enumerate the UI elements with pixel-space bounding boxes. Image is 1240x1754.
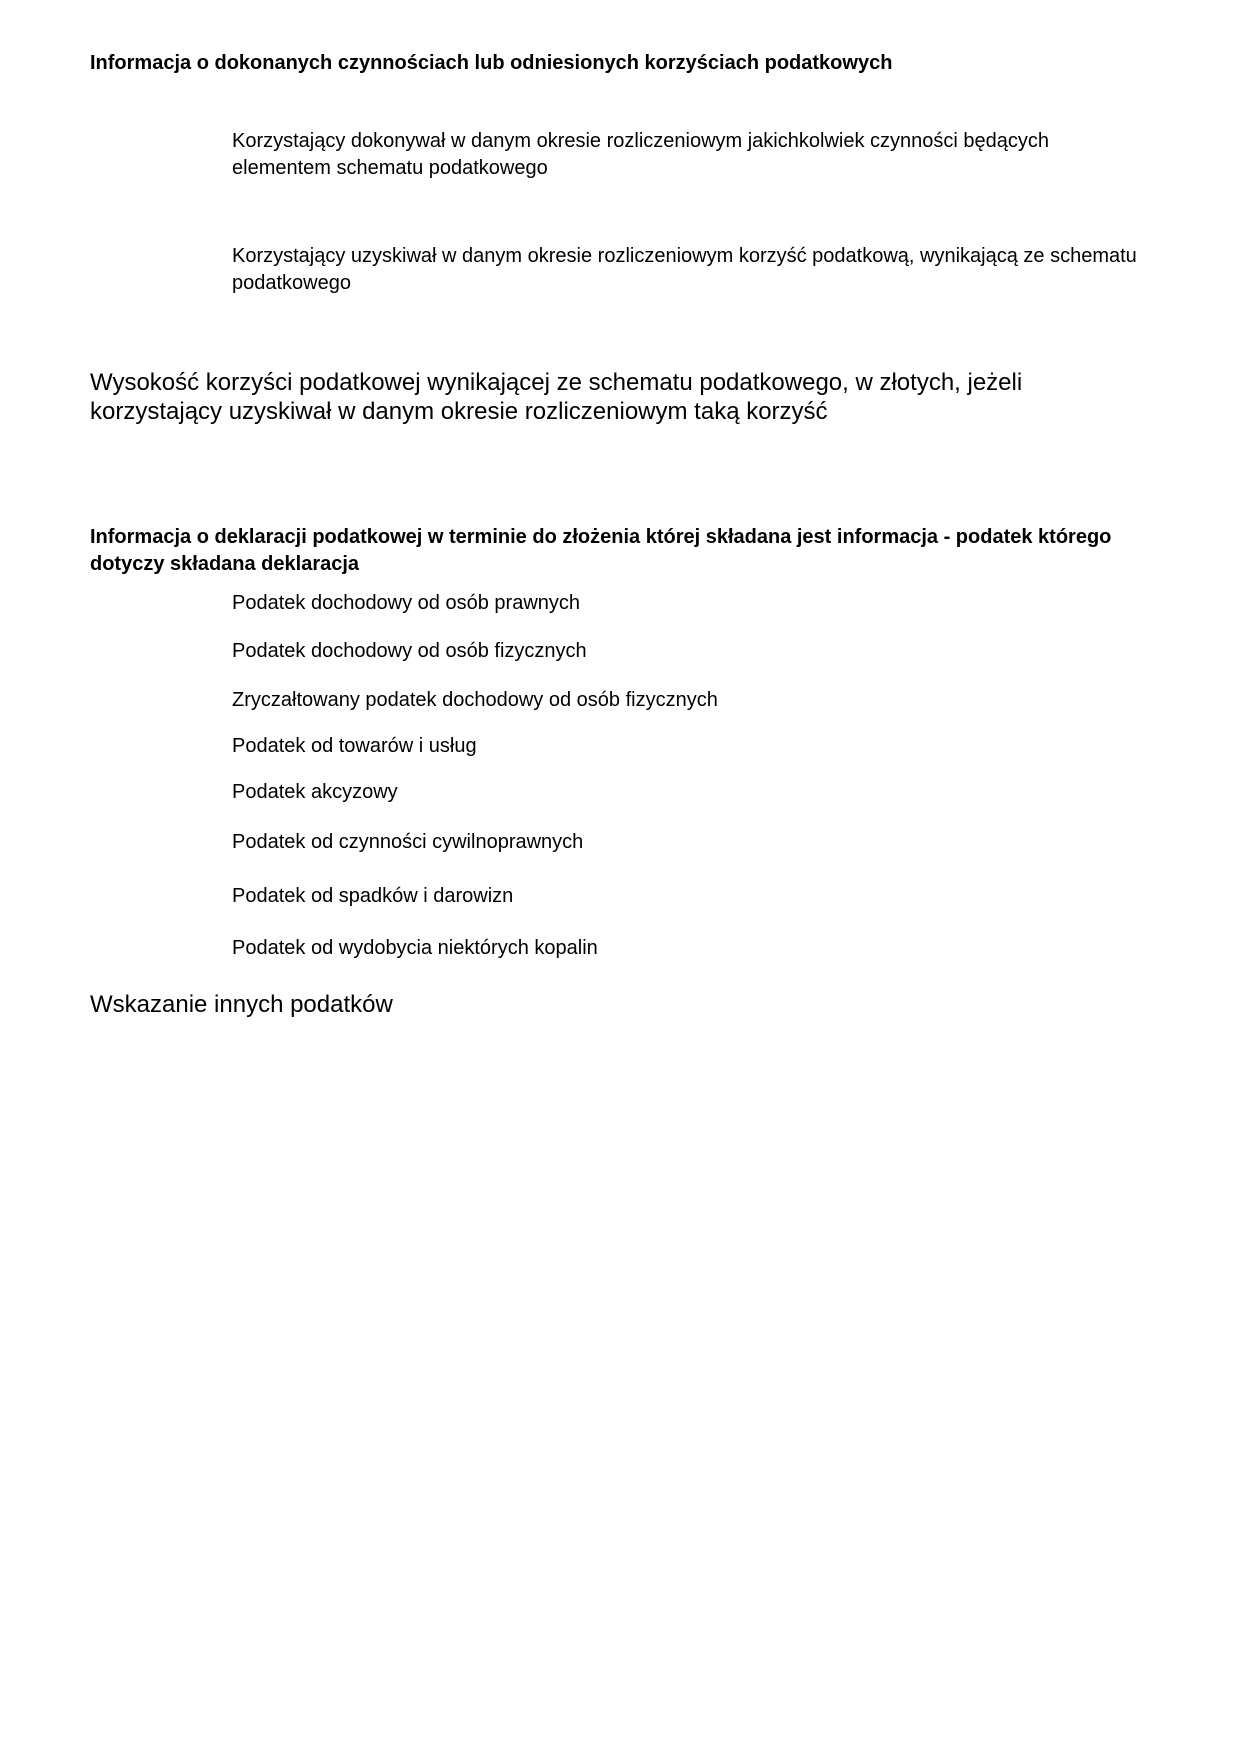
benefit-amount-label: Wysokość korzyści podatkowej wynikającej ze schematu podatkowego, w złotych, jeżeli korzystający uzyskiwał w danym okresie rozliczeniowym taką korzyść	[90, 369, 1023, 425]
tax-option-cit: Podatek dochodowy od osób prawnych	[232, 592, 581, 614]
section-heading-tax-declaration: Informacja o deklaracji podatkowej w terminie do złożenia której składana jest informacja - podatek którego dotyczy składana deklaracja	[90, 526, 1112, 575]
tax-option-flat-pit: Zryczałtowany podatek dochodowy od osób fizycznych	[232, 689, 718, 711]
tax-option-vat: Podatek od towarów i usług	[232, 735, 477, 757]
item-tax-benefit-obtained: Korzystający uzyskiwał w danym okresie rozliczeniowym korzyść podatkową, wynikającą ze schematu podatkowego	[232, 245, 1137, 294]
tax-option-civil-law-transactions: Podatek od czynności cywilnoprawnych	[232, 831, 584, 853]
tax-option-inheritance-donations: Podatek od spadków i darowizn	[232, 885, 514, 907]
tax-option-excise: Podatek akcyzowy	[232, 781, 398, 803]
tax-option-mineral-extraction: Podatek od wydobycia niektórych kopalin	[232, 937, 598, 959]
item-activities-performed: Korzystający dokonywał w danym okresie rozliczeniowym jakichkolwiek czynności będących elementem schematu podatkowego	[232, 130, 1049, 179]
section-heading-activities: Informacja o dokonanych czynnościach lub odniesionych korzyściach podatkowych	[90, 52, 893, 74]
tax-option-pit: Podatek dochodowy od osób fizycznych	[232, 640, 587, 662]
other-taxes-label: Wskazanie innych podatków	[90, 991, 393, 1018]
